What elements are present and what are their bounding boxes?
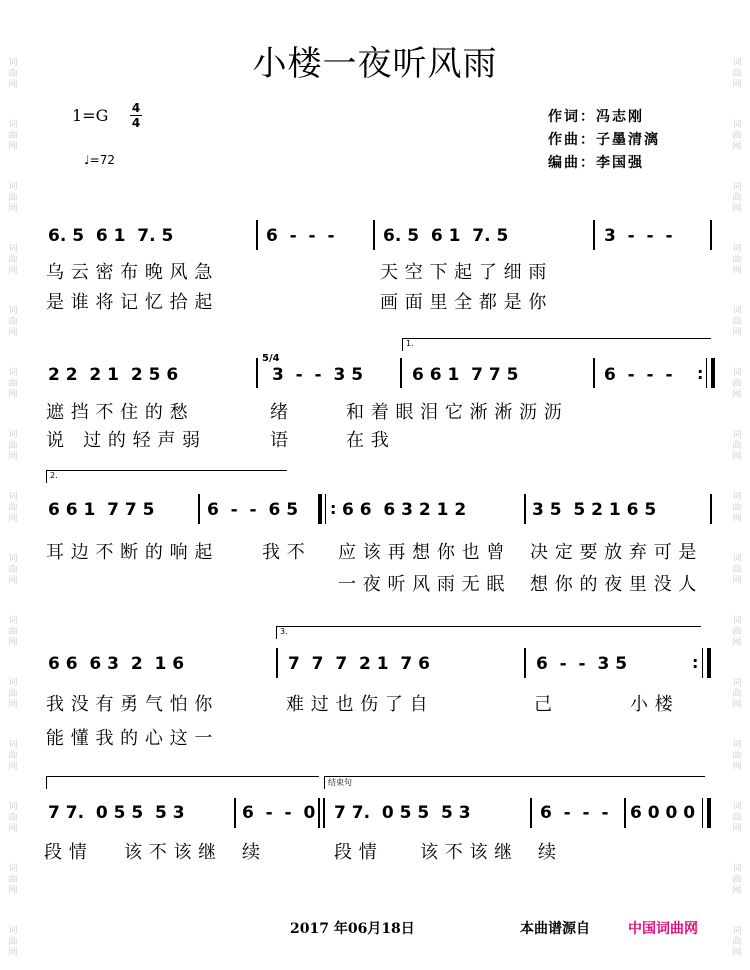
lyric: 说 过 的 轻 声 弱 (46, 430, 201, 451)
barline (710, 494, 712, 524)
watermark-glyphs: 词 曲 网 (732, 58, 742, 90)
lyric: 是 谁 将 记 忆 拾 起 (46, 292, 213, 313)
measure: 7 7. 0 5 5 5 3 (48, 803, 185, 823)
watermark-glyphs: 词 曲 网 (8, 244, 18, 276)
measure: 6. 5 6 1 7. 5 (383, 226, 509, 246)
measure: 6 - - 0 (242, 803, 316, 823)
lyric: 语 (270, 430, 289, 451)
barline (256, 220, 258, 250)
repeat-barline-thick (711, 358, 715, 388)
repeat-barline-thick (318, 494, 322, 524)
lyric: 该 不 该 继 (124, 842, 217, 863)
lyric: 难 过 也 伤 了 自 (286, 694, 429, 715)
lyric: 小 楼 (630, 694, 674, 715)
credit-composer: 作曲：子墨清漓 (548, 132, 660, 148)
watermark-glyphs: 词 曲 网 (8, 368, 18, 400)
repeat-dots: : (697, 364, 704, 383)
lyric: 能 懂 我 的 心 这 一 (46, 728, 213, 749)
watermark-glyphs: 词 曲 网 (732, 802, 742, 834)
measure: 6 - - 6 5 (207, 500, 299, 520)
lyric: 该 不 该 继 (420, 842, 513, 863)
watermark-glyphs: 词 曲 网 (732, 616, 742, 648)
lyric: 续 (242, 842, 261, 863)
lyric: 画 面 里 全 都 是 你 (380, 292, 547, 313)
watermark-glyphs: 词 曲 网 (732, 120, 742, 152)
watermark-glyphs: 词 曲 网 (8, 58, 18, 90)
lyric: 乌 云 密 布 晚 风 急 (46, 262, 213, 283)
credit-lyricist: 作词：冯志刚 (548, 109, 644, 125)
watermark-glyphs: 词 曲 网 (8, 678, 18, 710)
measure: 6 - - 3 5 (536, 654, 628, 674)
watermark-glyphs: 词 曲 网 (8, 802, 18, 834)
barline (198, 494, 200, 524)
watermark-glyphs: 词 曲 网 (8, 740, 18, 772)
barline (318, 798, 320, 828)
repeat-barline (325, 494, 326, 524)
measure: 6 - - - (266, 226, 335, 246)
barline (624, 798, 626, 828)
watermark-glyphs: 词 曲 网 (8, 492, 18, 524)
watermark-glyphs: 词 曲 网 (732, 926, 742, 958)
measure: 6 6 1 7 7 5 (48, 500, 155, 520)
watermark-glyphs: 词 曲 网 (8, 430, 18, 462)
lyric: 耳 边 不 断 的 响 起 (46, 542, 213, 563)
lyric: 想 你 的 夜 里 没 人 (530, 574, 697, 595)
barline (276, 648, 278, 678)
lyric: 我 没 有 勇 气 怕 你 (46, 694, 213, 715)
barline (593, 358, 595, 388)
barline (373, 220, 375, 250)
measure: 6 - - - (540, 803, 609, 823)
repeat-dots: : (330, 499, 337, 518)
volta-bracket-outer (46, 776, 319, 789)
watermark-glyphs: 词 曲 网 (8, 182, 18, 214)
measure: 6. 5 6 1 7. 5 (48, 226, 174, 246)
lyric: 遮 挡 不 住 的 愁 (46, 402, 189, 423)
repeat-barline (706, 358, 707, 388)
time-signature (130, 102, 142, 129)
volta-bracket: 1. (402, 338, 711, 351)
lyric: 在 我 (346, 430, 390, 451)
watermark-glyphs: 词 曲 网 (732, 368, 742, 400)
measure: 7 7. 0 5 5 5 3 (334, 803, 471, 823)
barline (593, 220, 595, 250)
barline (256, 358, 258, 388)
tempo-marking: ♩=72 (84, 153, 115, 167)
lyric: 和 着 眼 泪 它 淅 淅 沥 沥 (346, 402, 563, 423)
source-site-link[interactable]: 中国词曲网 (628, 921, 698, 937)
watermark-glyphs: 词 曲 网 (732, 306, 742, 338)
repeat-dots: : (692, 653, 699, 672)
barline (710, 220, 712, 250)
barline (530, 798, 532, 828)
volta-bracket: 结束句 (324, 776, 705, 789)
meter-change: 5/4 (262, 353, 280, 364)
measure: 3 5 5 2 1 6 5 (532, 500, 657, 520)
watermark-glyphs: 词 曲 网 (8, 926, 18, 958)
lyric: 我 不 (262, 542, 306, 563)
lyric: 一 夜 听 风 雨 无 眠 (338, 574, 505, 595)
song-title: 小楼一夜听风雨 (252, 44, 498, 84)
watermark-glyphs: 词 曲 网 (732, 182, 742, 214)
credits (548, 106, 660, 175)
barline (400, 358, 402, 388)
lyric: 己 (534, 694, 553, 715)
barline (323, 798, 325, 828)
measure: 3 - - - (604, 226, 673, 246)
volta-bracket: 3. (276, 626, 701, 639)
measure: 7 7 7 2 1 7 6 (288, 654, 430, 674)
lyric: 天 空 下 起 了 细 雨 (380, 262, 547, 283)
watermark-glyphs: 词 曲 网 (732, 678, 742, 710)
barline (524, 648, 526, 678)
watermark-glyphs: 词 曲 网 (8, 306, 18, 338)
repeat-barline-thick (707, 648, 711, 678)
lyric: 应 该 再 想 你 也 曾 (338, 542, 505, 563)
volta-bracket: 2. (46, 470, 287, 483)
measure: 6 6 6 3 2 1 6 (48, 654, 185, 674)
watermark-glyphs: 词 曲 网 (732, 554, 742, 586)
repeat-barline (702, 648, 703, 678)
watermark-glyphs: 词 曲 网 (8, 616, 18, 648)
lyric: 续 (538, 842, 557, 863)
watermark-glyphs: 词 曲 网 (732, 740, 742, 772)
watermark-glyphs: 词 曲 网 (8, 864, 18, 896)
measure: 6 6 6 3 2 1 2 (342, 500, 467, 520)
watermark-glyphs: 词 曲 网 (732, 430, 742, 462)
lyric: 段 情 (334, 842, 378, 863)
time-signature-top: 4 (131, 101, 141, 115)
watermark-glyphs: 词 曲 网 (732, 492, 742, 524)
measure: 6 6 1 7 7 5 (412, 365, 519, 385)
measure: 6 0 0 0 (630, 803, 696, 823)
credit-arranger: 编曲：李国强 (548, 155, 644, 171)
watermark-glyphs: 词 曲 网 (8, 554, 18, 586)
barline (524, 494, 526, 524)
measure: 2 2 2 1 2 5 6 (48, 365, 179, 385)
measure: 6 - - - (604, 365, 673, 385)
watermark-glyphs: 词 曲 网 (8, 120, 18, 152)
source-label: 本曲谱源自 (520, 921, 590, 937)
final-barline (702, 798, 703, 828)
lyric: 绪 (270, 402, 289, 423)
lyric: 段 情 (44, 842, 88, 863)
lyric: 决 定 要 放 弃 可 是 (530, 542, 697, 563)
measure: 3 - - 3 5 (272, 365, 364, 385)
final-barline-thick (707, 798, 711, 828)
barline (234, 798, 236, 828)
publish-date: 2017 年06月18日 (290, 921, 415, 937)
key-signature: 1=G (72, 106, 109, 125)
time-signature-bottom: 4 (131, 116, 141, 130)
watermark-glyphs: 词 曲 网 (732, 864, 742, 896)
watermark-glyphs: 词 曲 网 (732, 244, 742, 276)
